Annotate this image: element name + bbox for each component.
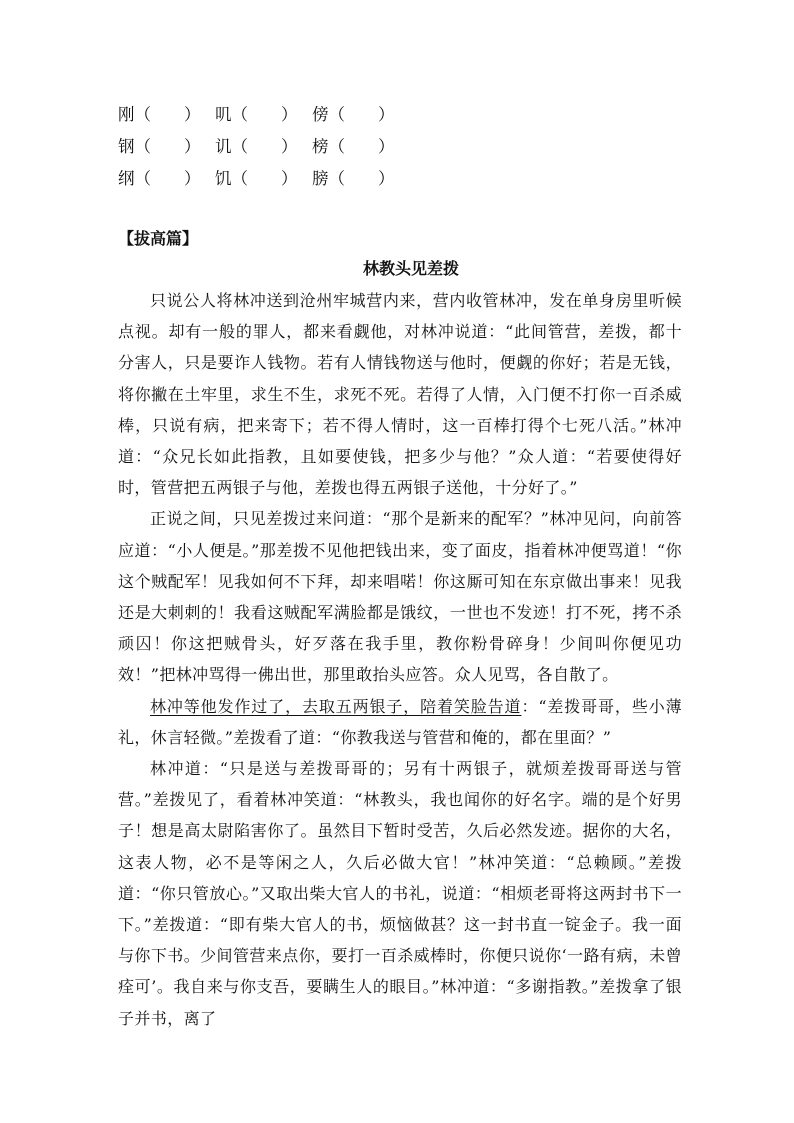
paragraph-3-rest: ：“差拨哥哥，些小薄礼，休言轻微。”差拨看了道：“你教我送与管营和俺的，都在里面？” [118, 696, 682, 747]
char-item: 膀（ ） [312, 169, 395, 188]
character-exercise-table [118, 97, 409, 193]
char-item: 钢（ ） [118, 137, 201, 156]
section-title: 【拔高篇】 [118, 229, 199, 248]
article-title: 林教头见差拨 [362, 259, 459, 278]
article-body [118, 285, 682, 1034]
underlined-sentence: 林冲等他发作过了，去取五两银子，陪着笑脸告道 [150, 696, 522, 716]
paragraph-2: 正说之间，只见差拨过来问道：“那个是新来的配军？”林冲见问，向前答应道：“小人便是。”那差拨不见他把钱出来，变了面皮，指着林冲便骂道！“你这个贼配军！见我如何不下拜，却来唱喏！你这厮可知在东京做出事来！见我还是大刺刺的！我看这贼配军满脸都是饿纹，一世也不发迹！打不死，拷不杀顽囚！你这把贼骨头，好歹落在我手里，教你粉骨碎身！少间叫你便见功效！”把林冲骂得一佛出世，那里敢抬头应答。众人见骂，各自散了。 [118, 509, 682, 685]
char-item: 榜（ ） [312, 137, 395, 156]
char-item: 纲（ ） [118, 169, 201, 188]
char-row [118, 161, 409, 193]
char-item: 刚（ ） [118, 105, 201, 124]
paragraph-1: 只说公人将林冲送到沧州牢城营内来，营内收管林冲，发在单身房里听候点视。却有一般的罪人，都来看觑他，对林冲说道：“此间管营，差拨，都十分害人，只是要诈人钱物。若有人情钱物送与他时，便觑的你好；若是无钱，将你撇在土牢里，求生不生，求死不死。若得了人情，入门便不打你一百杀威棒，只说有病，把来寄下；若不得人情时，这一百棒打得个七死八活。”林冲道：“众兄长如此指教，且如要使钱，把多少与他？”众人道：“若要使得好时，管营把五两银子与他，差拨也得五两银子送他，十分好了。” [118, 291, 682, 498]
paragraph-4: 林冲道：“只是送与差拨哥哥的；另有十两银子，就烦差拨哥哥送与管营。”差拨见了，看着林冲笑道：“林教头，我也闻你的好名字。端的是个好男子！想是高太尉陷害你了。虽然目下暂时受苦，久后必然发迹。据你的大名，这表人物，必不是等闲之人，久后必做大官！”林冲笑道：“总赖顾。”差拨道：“你只管放心。”又取出柴大官人的书礼，说道：“相烦老哥将这两封书下一下。”差拨道：“即有柴大官人的书，烦恼做甚？这一封书直一锭金子。我一面与你下书。少间管营来点你，要打一百杀威棒时，你便只说你‘一路有病，未曾痊可’。我自来与你支吾，要瞒生人的眼目。”林冲道：“多谢指教。”差拨拿了银子并书，离了 [118, 759, 682, 1028]
char-item: 讥（ ） [215, 137, 298, 156]
char-row [118, 97, 409, 129]
char-item: 饥（ ） [215, 169, 298, 188]
char-row [118, 129, 409, 161]
paragraph-3 [118, 691, 682, 753]
char-item: 傍（ ） [312, 105, 395, 124]
char-item: 叽（ ） [215, 105, 298, 124]
